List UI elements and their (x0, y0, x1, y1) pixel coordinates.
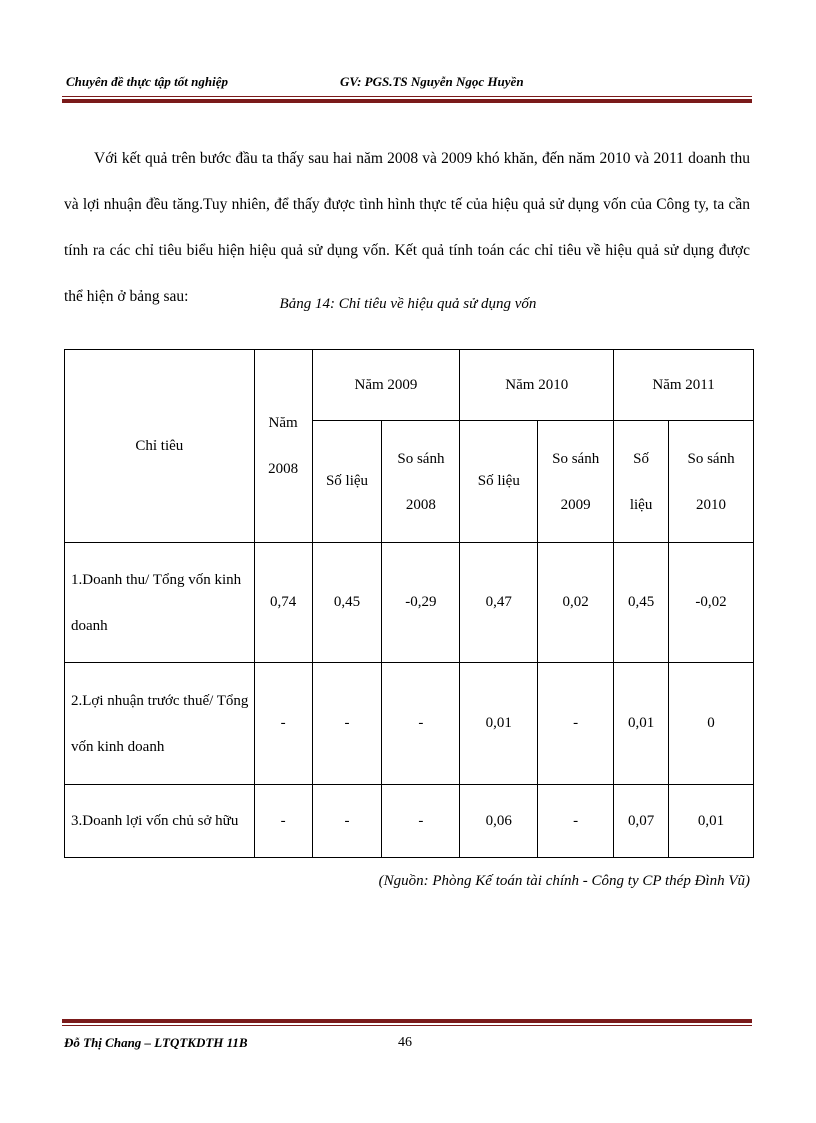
header-supervisor: GV: PGS.TS Nguyễn Ngọc Huyền (340, 74, 524, 89)
header-rule-thin (62, 96, 752, 97)
table-source: (Nguồn: Phòng Kế toán tài chính - Công ty CP thép Đình Vũ) (378, 873, 750, 889)
cell-value: 0,74 (254, 543, 312, 663)
cell-value: 0,01 (614, 663, 669, 785)
cell-value: - (538, 785, 614, 858)
header-figures-2011: Số liệu (614, 421, 669, 543)
cell-value: - (382, 785, 460, 858)
cell-value: 0,01 (460, 663, 538, 785)
cell-value: - (254, 663, 312, 785)
header-year-2009: Năm 2009 (312, 350, 460, 421)
header-year-2008: Năm 2008 (254, 350, 312, 543)
table-caption: Bảng 14: Chỉ tiêu về hiệu quả sử dụng vốn (279, 296, 537, 312)
header-figures-2010: Số liệu (460, 421, 538, 543)
table-row (65, 663, 754, 785)
cell-value: -0,02 (669, 543, 754, 663)
header-title: Chuyên đề thực tập tốt nghiệp (66, 74, 228, 89)
row-label: 3.Doanh lợi vốn chủ sở hữu (65, 785, 255, 858)
cell-value: 0,45 (614, 543, 669, 663)
footer-rule-thick (62, 1019, 752, 1023)
cell-value: 0,45 (312, 543, 382, 663)
header-compare-2009: So sánh 2008 (382, 421, 460, 543)
header-compare-2011: So sánh 2010 (669, 421, 754, 543)
cell-value: - (382, 663, 460, 785)
header-compare-2010: So sánh 2009 (538, 421, 614, 543)
cell-value: - (312, 663, 382, 785)
footer-rule-thin (62, 1025, 752, 1026)
header-rule-thick (62, 99, 752, 103)
table-row (65, 543, 754, 663)
cell-value: 0 (669, 663, 754, 785)
header-criteria: Chỉ tiêu (65, 350, 255, 543)
cell-value: 0,06 (460, 785, 538, 858)
table-header-row-1 (65, 350, 754, 421)
header-year-2011: Năm 2011 (614, 350, 754, 421)
cell-value: -0,29 (382, 543, 460, 663)
table-row (65, 785, 754, 858)
cell-value: 0,01 (669, 785, 754, 858)
row-label: 2.Lợi nhuận trước thuế/ Tổng vốn kinh doanh (65, 663, 255, 785)
efficiency-table (64, 349, 754, 858)
header-figures-2009: Số liệu (312, 421, 382, 543)
cell-value: - (538, 663, 614, 785)
row-label: 1.Doanh thu/ Tổng vốn kinh doanh (65, 543, 255, 663)
cell-value: 0,07 (614, 785, 669, 858)
intro-paragraph: Với kết quả trên bước đầu ta thấy sau hai năm 2008 và 2009 khó khăn, đến năm 2010 và 2011 doanh thu và lợi nhuận đều tăng.Tuy nhiên, để thấy được tình hình thực tế của hiệu quả sử dụng vốn của Công ty, ta cần tính ra các chỉ tiêu biểu hiện hiệu quả sử dụng vốn. Kết quả tính toán các chỉ tiêu về hiệu quả sử dụng được thể hiện ở bảng sau: (64, 150, 750, 305)
cell-value: - (312, 785, 382, 858)
footer-author: Đỗ Thị Chang – LTQTKDTH 11B (64, 1035, 248, 1050)
cell-value: - (254, 785, 312, 858)
page-number: 46 (398, 1035, 412, 1050)
cell-value: 0,02 (538, 543, 614, 663)
cell-value: 0,47 (460, 543, 538, 663)
header-year-2010: Năm 2010 (460, 350, 614, 421)
